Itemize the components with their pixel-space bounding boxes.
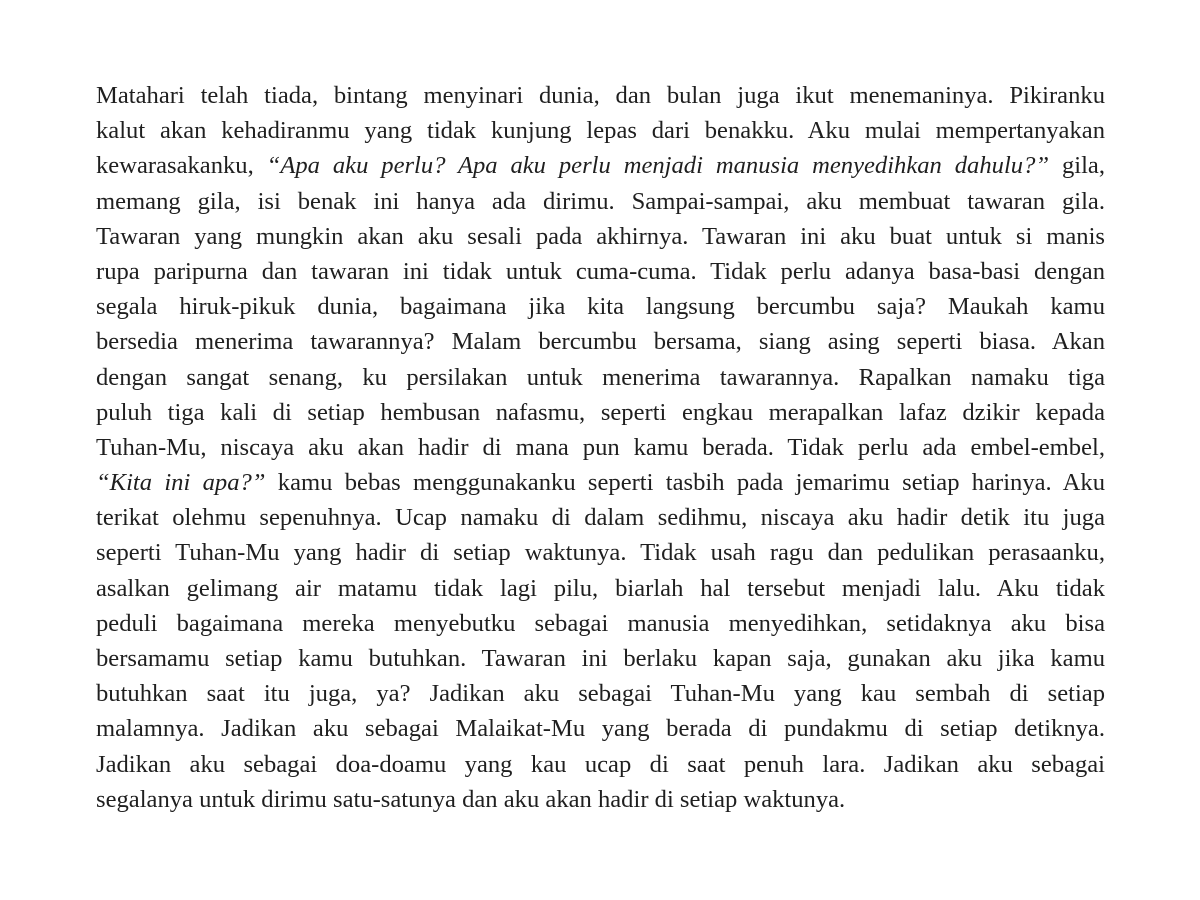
paragraph-line <box>96 148 1105 183</box>
text-run: malamnya. Jadikan aku sebagai Malaikat-Mu yang berada di pundakmu di setiap detiknya. <box>96 715 1105 743</box>
text-run: bersamamu setiap kamu butuhkan. Tawaran ini berlaku kapan saja, gunakan aku jika kamu <box>96 645 1105 672</box>
paragraph-line <box>96 254 1105 289</box>
text-run: peduli bagaimana mereka menyebutku sebagai manusia menyedihkan, setidaknya aku bisa <box>96 609 1105 637</box>
italic-quote: “Apa aku perlu? Apa aku perlu menjadi manusia menyedihkan dahulu?” <box>266 152 1050 180</box>
paragraph-line <box>96 641 1105 676</box>
text-run: memang gila, isi benak ini hanya ada dirimu. Sampai-sampai, aku membuat tawaran gila. <box>96 187 1105 215</box>
text-run: puluh tiga kali di setiap hembusan nafasmu, seperti engkau merapalkan lafaz dzikir kepada <box>96 398 1105 426</box>
paragraph-line <box>96 500 1105 535</box>
paragraph-line <box>96 289 1105 324</box>
paragraph-line <box>96 395 1105 430</box>
paragraph-line <box>96 219 1105 254</box>
body-paragraph <box>96 78 1105 817</box>
paragraph-line <box>96 184 1105 219</box>
text-run: Matahari telah tiada, bintang menyinari dunia, dan bulan juga ikut menemaninya. Pikiranku <box>96 82 1105 109</box>
text-run: Jadikan aku sebagai doa-doamu yang kau ucap di saat penuh lara. Jadikan aku sebagai <box>96 750 1105 778</box>
text-run: kewarasakanku, <box>96 152 267 180</box>
text-run: segala hiruk-pikuk dunia, bagaimana jika kita langsung bercumbu saja? Maukah kamu <box>96 293 1105 321</box>
text-run: Tawaran yang mungkin akan aku sesali pada akhirnya. Tawaran ini aku buat untuk si manis <box>96 222 1105 250</box>
text-run: terikat olehmu sepenuhnya. Ucap namaku di dalam sedihmu, niscaya aku hadir detik itu juga <box>96 504 1105 532</box>
paragraph-line <box>96 606 1105 641</box>
paragraph-line <box>96 113 1105 148</box>
italic-quote: “Kita ini apa?” <box>96 469 266 497</box>
paragraph-line <box>96 747 1105 782</box>
text-run: dengan sangat senang, ku persilakan untuk menerima tawarannya. Rapalkan namaku tiga <box>96 363 1105 391</box>
paragraph-line <box>96 465 1105 500</box>
text-run: bersedia menerima tawarannya? Malam bercumbu bersama, siang asing seperti biasa. Akan <box>96 328 1105 356</box>
text-run: gila, <box>1049 152 1105 180</box>
paragraph-line <box>96 360 1105 395</box>
paragraph-line <box>96 676 1105 711</box>
text-run: kamu bebas menggunakanku seperti tasbih pada jemarimu setiap harinya. Aku <box>265 469 1105 497</box>
text-run: kalut akan kehadiranmu yang tidak kunjung lepas dari benakku. Aku mulai mempertanyakan <box>96 117 1105 145</box>
paragraph-line <box>96 324 1105 359</box>
paragraph-line <box>96 78 1105 113</box>
paragraph-line <box>96 535 1105 570</box>
paragraph-line <box>96 782 1105 817</box>
text-run: asalkan gelimang air matamu tidak lagi pilu, biarlah hal tersebut menjadi lalu. Aku tidak <box>96 574 1105 602</box>
paragraph-line <box>96 711 1105 746</box>
text-run: segalanya untuk dirimu satu-satunya dan aku akan hadir di setiap waktunya. <box>96 785 846 813</box>
paragraph-line <box>96 571 1105 606</box>
paragraph-line <box>96 430 1105 465</box>
text-run: Tuhan-Mu, niscaya aku akan hadir di mana pun kamu berada. Tidak perlu ada embel-embel, <box>96 433 1105 461</box>
text-run: rupa paripurna dan tawaran ini tidak untuk cuma-cuma. Tidak perlu adanya basa-basi dengan <box>96 257 1105 285</box>
text-run: butuhkan saat itu juga, ya? Jadikan aku sebagai Tuhan-Mu yang kau sembah di setiap <box>96 680 1105 708</box>
text-run: seperti Tuhan-Mu yang hadir di setiap waktunya. Tidak usah ragu dan pedulikan perasaanku, <box>96 539 1105 567</box>
